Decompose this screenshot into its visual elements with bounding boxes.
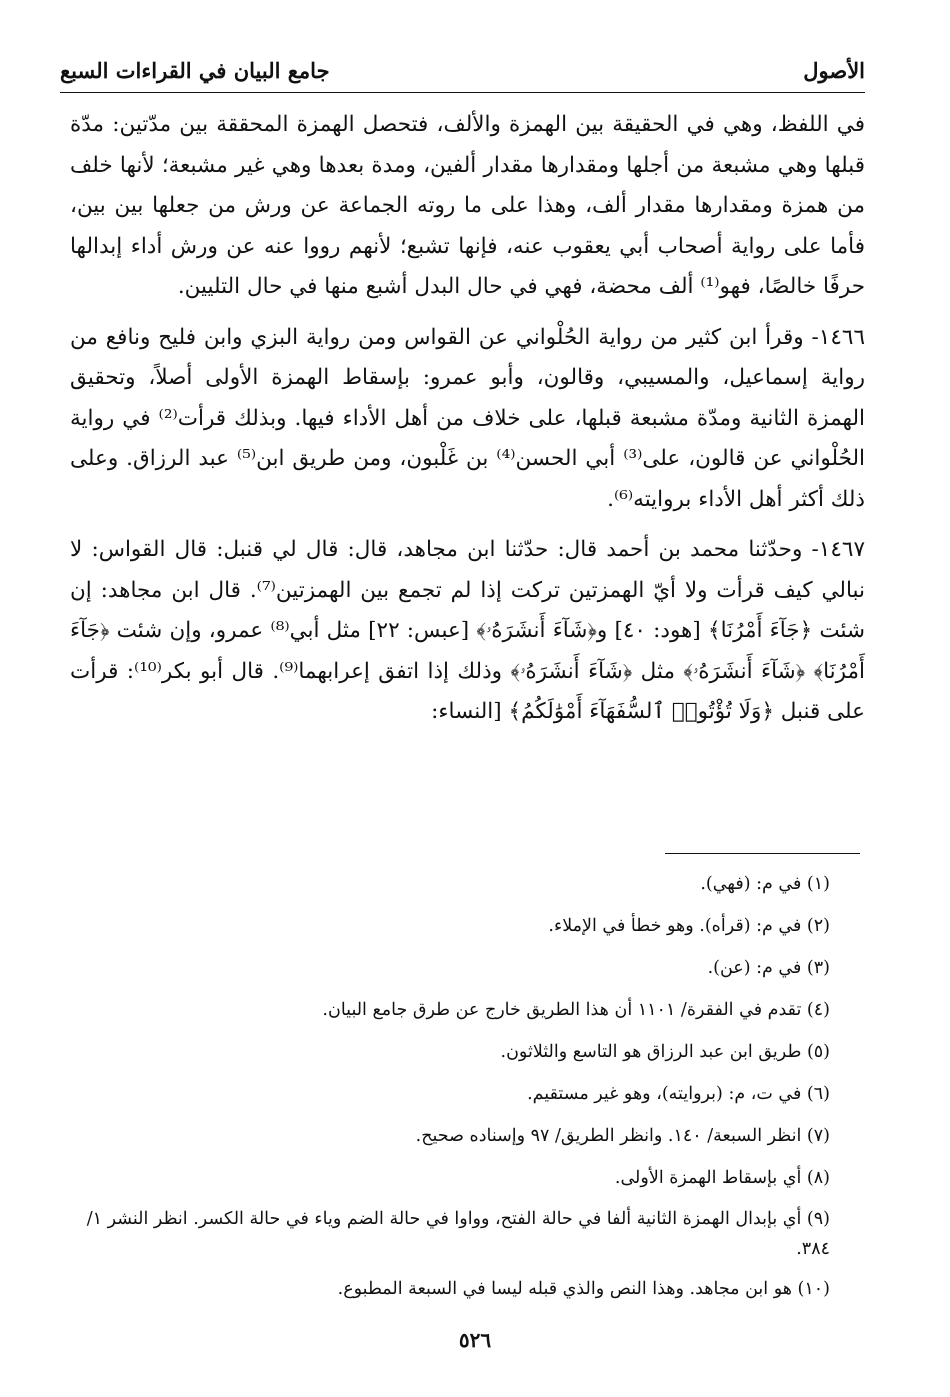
footnotes: [80, 868, 830, 1315]
footnote: (٦) في ت، م: (بروايته)، وهو غير مستقيم.: [527, 1084, 830, 1104]
footnote-divider: [665, 853, 860, 854]
footnote: (١) في م: (فهي).: [700, 874, 830, 894]
footnote: (٩) أي بإبدال الهمزة الثانية ألفا في حالة الفتح، وواوا في حالة الضم وياء في حالة الكسر. انظر النشر ١/ ٣٨٤.: [86, 1209, 830, 1259]
paragraph-1466: [70, 318, 865, 521]
page-number: ٥٢٦: [458, 1328, 492, 1352]
footnote: (٣) في م: (عن).: [707, 958, 830, 978]
running-header: [60, 58, 865, 94]
footnote: (٢) في م: (قرأه). وهو خطأ في الإملاء.: [548, 916, 830, 936]
footnote: (١٠) هو ابن مجاهد. وهذا النص والذي قبله ليسا في السبعة المطبوع.: [337, 1279, 830, 1299]
header-divider: [60, 92, 865, 93]
footnote: (٥) طريق ابن عبد الرزاق هو التاسع والثلاثون.: [500, 1042, 830, 1062]
footnote: (٧) انظر السبعة/ ١٤٠. وانظر الطريق/ ٩٧ وإسناده صحيح.: [415, 1126, 830, 1146]
paragraph-1467: [70, 530, 865, 733]
paragraph: [70, 105, 865, 308]
paragraph-text: في اللفظ، وهي في الحقيقة بين الهمزة والألف، فتحصل الهمزة المحققة بين مدّتين: مدّة قبلها وهي مشبعة من أجلها ومقدارها مقدار ألفين، ومدة بعدها وهي غير مشبعة؛ لأنها خلف من همزة ومقدارها مقدار ألف، وهذا على ما روته الجماعة عن ورش من جعلها بين بين، فأما على رواية أصحاب أبي يعقوب عنه، فإنها تشبع؛ لأنهم رووا عنه عن ورش أداء إبدالها حرفًا خالصًا، فهو⁽¹⁾ ألف محضة، فهي في حال البدل أشبع منها في حال التليين.: [70, 112, 865, 299]
footnote: (٨) أي بإسقاط الهمزة الأولى.: [614, 1168, 830, 1188]
book-title: جامع البيان في القراءات السبع: [60, 58, 330, 83]
main-text: [70, 105, 865, 743]
section-title: الأصول: [803, 58, 865, 83]
paragraph-text: ١٤٦٦- وقرأ ابن كثير من رواية الحُلْواني عن القواس ومن رواية البزي وابن فليح ونافع من رواية إسماعيل، والمسيبي، وقالون، وأبو عمرو: بإسقاط الهمزة الأولى أصلاً، وتحقيق الهمزة الثانية ومدّة مشبعة قبلها، على خلاف من أهل الأداء فيها. وبذلك قرأت⁽²⁾ في رواية الحُلْواني عن قالون، على⁽³⁾ أبي الحسن⁽⁴⁾ بن غَلْبون، ومن طريق ابن⁽⁵⁾ عبد الرزاق. وعلى ذلك أكثر أهل الأداء بروايته⁽⁶⁾.: [70, 324, 865, 512]
paragraph-text: ١٤٦٧- وحدّثنا محمد بن أحمد قال: حدّثنا ابن مجاهد، قال: قال لي قنبل: قال القواس: لا نبالي كيف قرأت ولا أيّ الهمزتين تركت إذا لم تجمع بين الهمزتين⁽⁷⁾. قال ابن مجاهد: إن شئت ﴿جَآءَ أَمْرُنَا﴾ [هود: ٤٠] و﴿شَآءَ أَنشَرَهُۥ﴾ [عبس: ٢٢] مثل أبي⁽⁸⁾ عمرو، وإن شئت ﴿جَآءَ أَمْرُنَا﴾ ﴿شَآءَ أَنشَرَهُۥ﴾ مثل ﴿شَآءَ أَنشَرَهُۥ﴾ وذلك إذا اتفق إعرابهما⁽⁹⁾. قال أبو بكر⁽¹⁰⁾: قرأت على قنبل ﴿وَلَا تُؤْتُوا۟ ٱلسُّفَهَآءَ أَمْوَٰلَكُمُ﴾ [النساء:: [70, 537, 866, 724]
footnote: (٤) تقدم في الفقرة/ ١١٠١ أن هذا الطريق خارج عن طرق جامع البيان.: [322, 1000, 830, 1020]
